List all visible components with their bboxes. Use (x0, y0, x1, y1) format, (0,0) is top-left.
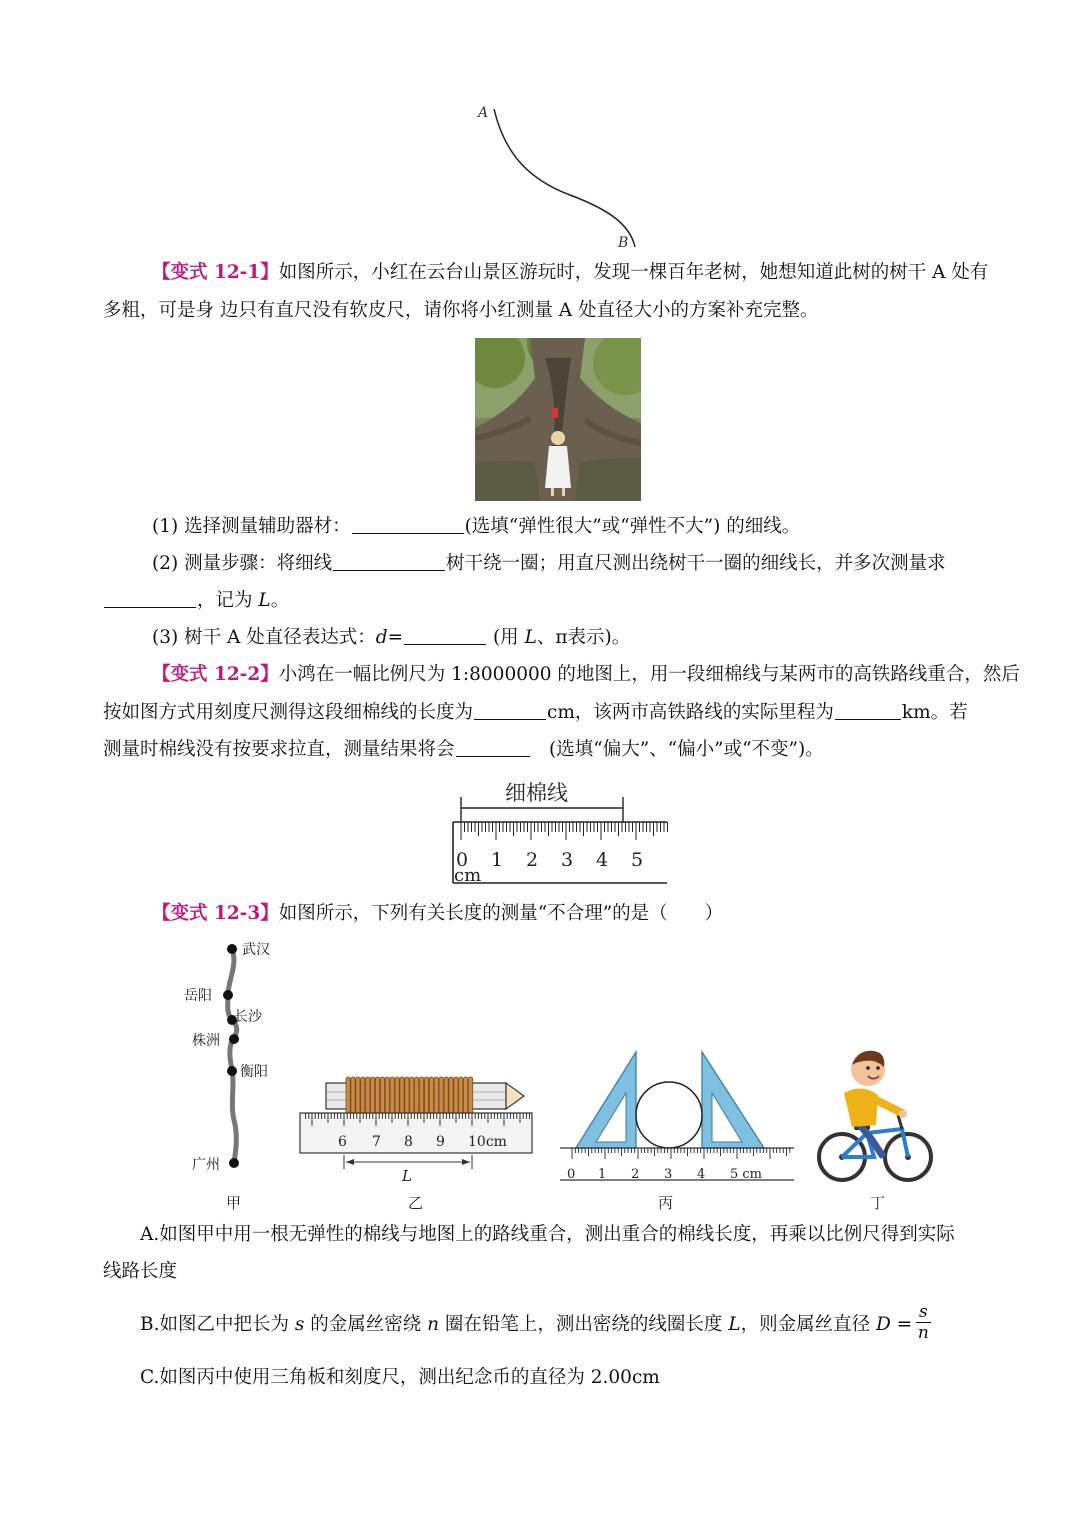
bing-tick-1: 1 (598, 1167, 607, 1182)
coil-turn (449, 1077, 453, 1115)
coil-turn (356, 1077, 360, 1115)
v2-line3: 测量时棉线没有按要求拉直，测量结果将会 (选填“偏大”、“偏小”或“不变”)。 (103, 739, 824, 760)
yi-tick-6: 6 (338, 1134, 347, 1150)
wire-coil (346, 1077, 473, 1115)
v3-question: 【变式 12-3】如图所示，下列有关长度的测量“不合理”的是（ ） (152, 903, 724, 924)
option-a-line2: 线路长度 (103, 1261, 178, 1282)
option-a-line1[interactable]: A.如图甲中用一根无弹性的棉线与地图上的路线重合，测出重合的棉线长度，再乘以比例尺得到实际 (140, 1224, 955, 1245)
coil-turn (361, 1077, 365, 1115)
fraction-denominator: n (917, 1323, 929, 1343)
caption-jia: 甲 (226, 1194, 242, 1212)
caption-bing: 丙 (658, 1194, 674, 1212)
v1-line2: 多粗，可是身 边只有直尺没有软皮尺，请你将小红测量 A 处直径大小的方案补充完整。 (103, 300, 819, 321)
blank-3[interactable] (104, 589, 196, 608)
bing-tick-2: 2 (631, 1167, 640, 1182)
v2-line1: 【变式 12-2】小鸿在一幅比例尺为 1:8000000 的地图上，用一段细棉线与某两市的高铁路线重合，然后 (152, 664, 1020, 685)
caption-yi: 乙 (408, 1194, 424, 1212)
fig-bing-coin (556, 1048, 800, 1188)
city-hengyang: 衡阳 (240, 1064, 268, 1080)
ruler-tick-1: 1 (491, 849, 504, 871)
yi-tick-7: 7 (372, 1134, 381, 1150)
yi-tick-10: 10cm (468, 1134, 507, 1150)
v1-q3: (3) 树干 A 处直径表达式：d= (用 L、π表示)。 (152, 627, 631, 648)
v2-line2: 按如图方式用刻度尺测得这段细棉线的长度为 cm，该两市高铁路线的实际里程为 km。若 (103, 702, 968, 723)
coil-turn (469, 1077, 473, 1115)
ruler-tick-2: 2 (526, 849, 539, 871)
coil-turn (429, 1077, 433, 1115)
blank-4[interactable] (404, 626, 486, 645)
v1-q1: (1) 选择测量辅助器材： (选填“弹性很大”或“弹性不大”) 的细线。 (152, 516, 801, 537)
coil-turn (346, 1077, 350, 1115)
bing-tick-4: 4 (697, 1167, 706, 1182)
coil-turn (375, 1077, 379, 1115)
coil-turn (395, 1077, 399, 1115)
coil-turn (454, 1077, 458, 1115)
coil-turn (444, 1077, 448, 1115)
option-b-fraction (916, 1302, 931, 1343)
v3-tag: 【变式 12-3】 (152, 903, 279, 924)
fig-jia-map (180, 935, 290, 1175)
ruler-title: 细棉线 (505, 781, 568, 805)
city-changsha: 长沙 (234, 1009, 262, 1025)
coil-turn (415, 1077, 419, 1115)
coil-turn (420, 1077, 424, 1115)
city-guangzhou: 广州 (192, 1157, 220, 1173)
city-zhuzhou: 株洲 (192, 1033, 220, 1049)
coil-turn (385, 1077, 389, 1115)
yi-length-label: L (402, 1167, 412, 1185)
bing-tick-5: 5 cm (730, 1167, 763, 1182)
caption-ding: 丁 (870, 1194, 886, 1212)
ruler-tick-0: 0 (456, 849, 469, 871)
v1-q2: (2) 测量步骤：将细线 树干绕一圈；用直尺测出绕树干一圈的细线长，并多次测量求 (152, 553, 946, 574)
coil-turn (371, 1077, 375, 1115)
coil-turn (400, 1077, 404, 1115)
ruler-tick-3: 3 (561, 849, 574, 871)
curve-label-b: B (618, 235, 629, 251)
ruler-tick-5: 5 (631, 849, 644, 871)
v2-tag: 【变式 12-2】 (152, 664, 279, 685)
coil-turn (459, 1077, 463, 1115)
blank-2[interactable] (333, 552, 445, 571)
curve-label-a: A (478, 105, 489, 121)
blank-7[interactable] (456, 738, 530, 757)
coil-turn (405, 1077, 409, 1115)
curve-figure (470, 95, 650, 255)
bing-tick-0: 0 (567, 1167, 576, 1182)
city-yueyang: 岳阳 (184, 988, 212, 1004)
bing-ruler-ticks (572, 1148, 790, 1159)
fig-ding-bicycle (812, 1045, 937, 1185)
ruler-tick-4: 4 (596, 849, 609, 871)
yi-tick-8: 8 (404, 1134, 413, 1150)
ruler-figure (445, 775, 675, 887)
fig-yi-pencil (296, 1065, 540, 1190)
v1-tag: 【变式 12-1】 (152, 262, 279, 283)
blank-5[interactable] (474, 701, 546, 720)
ruler-ticks (461, 822, 668, 840)
coil-turn (424, 1077, 428, 1115)
blank-6[interactable] (835, 701, 901, 720)
coil-turn (410, 1077, 414, 1115)
fraction-numerator: s (916, 1302, 931, 1323)
v1-q2-cont: ，记为 L。 (103, 588, 289, 614)
yi-tick-9: 9 (436, 1134, 445, 1150)
coil-turn (380, 1077, 384, 1115)
bing-tick-3: 3 (664, 1167, 673, 1182)
v1-line1: 【变式 12-1】如图所示，小红在云台山景区游玩时，发现一棵百年老树，她想知道此树的树干 A 处有 (152, 262, 989, 283)
option-b[interactable]: B.如图乙中把长为 s 的金属丝密绕 n 圈在铅笔上，测出密绕的线圈长度 L，则金属丝直径 D = (140, 1314, 913, 1335)
option-c[interactable]: C.如图丙中使用三角板和刻度尺，测出纪念币的直径为 2.00cm (140, 1367, 660, 1388)
coil-turn (464, 1077, 468, 1115)
coil-turn (351, 1077, 355, 1115)
coil-turn (390, 1077, 394, 1115)
city-wuhan: 武汉 (242, 942, 270, 958)
blank-1[interactable] (352, 515, 464, 534)
coil-turn (434, 1077, 438, 1115)
coil-turn (439, 1077, 443, 1115)
ruler-unit: cm (454, 865, 482, 886)
coil-turn (366, 1077, 370, 1115)
tree-photo (475, 338, 641, 501)
